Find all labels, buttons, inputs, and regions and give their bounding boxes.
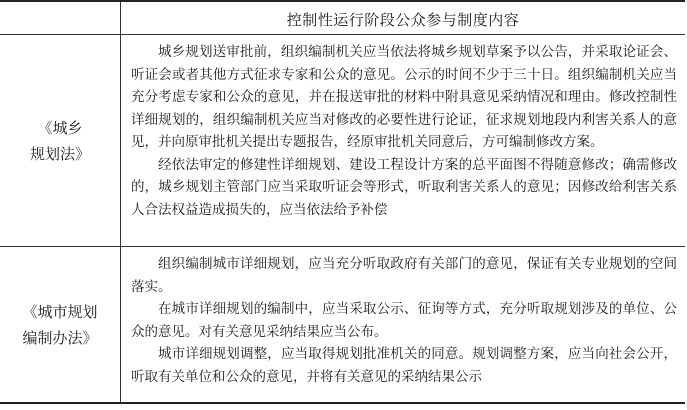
law-name-cell [0,35,121,246]
law-content [131,41,677,221]
law-name [0,115,120,167]
table-header-row [0,2,685,35]
content-paragraph: 经依法审定的修建性详细规划、建设工程设计方案的总平面图不得随意修改；确需修改的，城乡规划主管部门应当采取听证会等形式，听取利害关系人的意见；因修改给利害关系人合法权益造成损失的，应当依法给予补偿 [131,156,677,218]
content-paragraph: 组织编制城市详细规划，应当充分听取政府有关部门的意见，保证有关专业规划的空间落实。 [131,256,677,295]
header-empty-cell [0,2,121,34]
content-paragraph: 城市详细规划调整，应当取得规划批准机关的同意。规划调整方案，应当向社会公开，听取有关单位和公众的意见，并将有关意见的采纳结果公示 [131,346,677,385]
law-content [131,253,677,388]
table-row-city-planning-measures [0,247,685,402]
law-name-line: 规划法》 [29,144,90,163]
content-paragraph: 在城市详细规划的编制中，应当采取公示、征询等方式，充分听取规划涉及的单位、公众的意见。对有关意见采纳结果应当公布。 [131,301,677,340]
content-cell [121,35,685,246]
header-title-cell [121,2,685,34]
law-name-cell [0,247,121,402]
content-cell [121,247,685,402]
law-name [0,299,120,351]
content-paragraph: 城乡规划送审批前，组织编制机关应当依法将城乡规划草案予以公告，并采取论证会、听证会或者其他方式征求专家和公众的意见。公示的时间不少于三十日。组织编制机关应当充分考虑专家和公众的意见，并在报送审批的材料中附具意见采纳情况和理由。修改控制性详细规划的，组织编制机关应当对修改的必要性进行论证，征求规划地段内利害关系人的意见，并向原审批机关提出专题报告，经原审批机关同意后，方可编制修改方案。 [131,44,677,150]
table-header-title: 控制性运行阶段公众参与制度内容 [286,11,520,29]
table-row-urban-rural-planning-law [0,35,685,247]
law-name-line: 《城乡 [37,118,83,137]
law-name-line: 《城市规划 [22,302,98,321]
law-name-line: 编制办法》 [22,328,98,347]
